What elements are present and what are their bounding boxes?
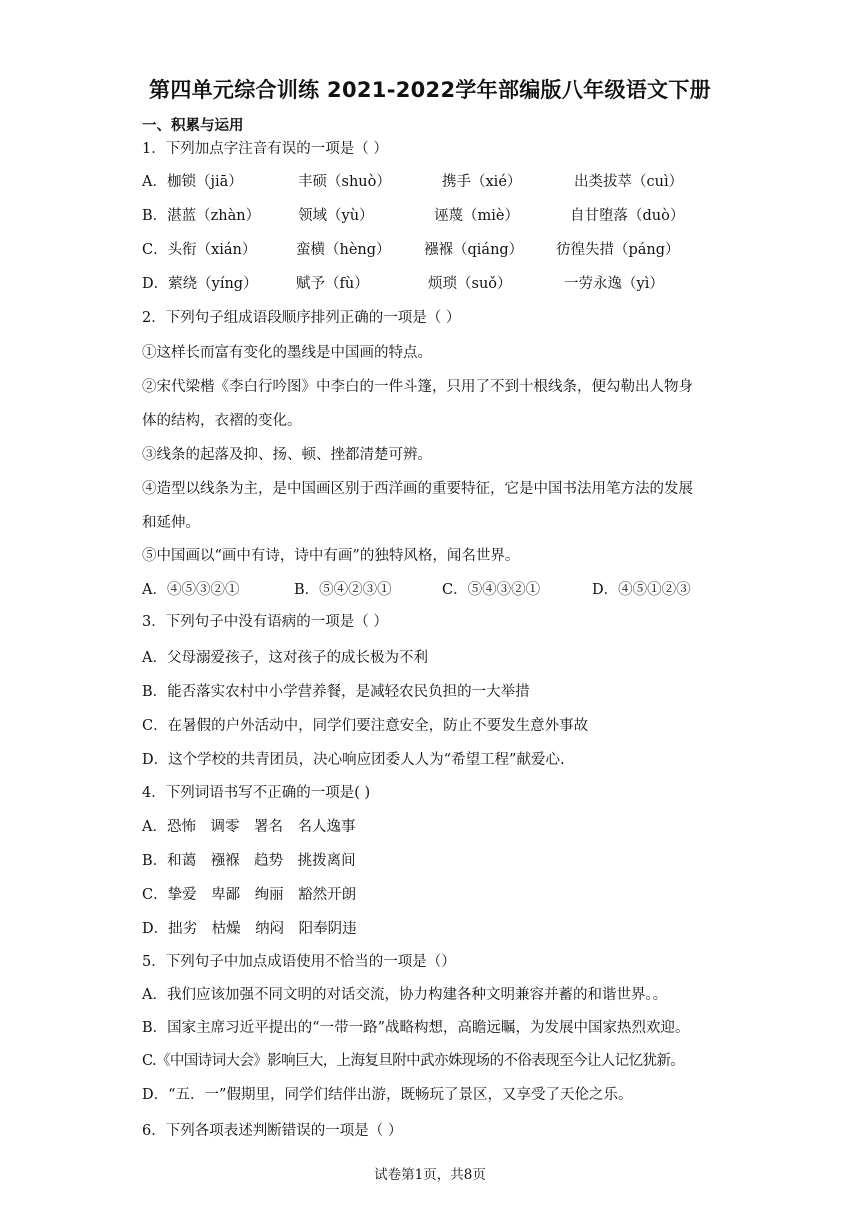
question-2-sentence: ⑤中国画以“画中有诗，诗中有画”的独特风格，闻名世界。 — [142, 548, 520, 564]
option-cell: 烦琐（suǒ） — [428, 276, 512, 292]
option-cell: A．枷锁（jiā） — [142, 174, 243, 190]
question-3-option: D．这个学校的共青团员，决心响应团委人人为“希望工程”献爱心. — [142, 752, 565, 768]
question-4-option: A．恐怖 调零 署名 名人逸事 — [142, 819, 356, 835]
question-4-option: B．和蔼 襁褓 趋势 挑拨离间 — [142, 853, 356, 869]
question-6-stem: 6．下列各项表述判断错误的一项是（ ） — [142, 1123, 403, 1139]
question-2-sentence: ①这样长而富有变化的墨线是中国画的特点。 — [142, 345, 432, 361]
page-footer: 试卷第1页，共8页 — [374, 1167, 486, 1183]
question-5-option: A．我们应该加强不同文明的对话交流，协力构建各种文明兼容并蓄的和谐世界。。 — [142, 987, 668, 1003]
question-5-option: D．“五．一”假期里，同学们结伴出游，既畅玩了景区，又享受了天伦之乐。 — [142, 1087, 633, 1103]
question-2-sentence: ②宋代梁楷《李白行吟图》中李白的一件斗篷，只用了不到十根线条，便勾勒出人物身 — [142, 379, 693, 395]
question-5-option: B．国家主席习近平提出的“一带一路”战略构想，高瞻远瞩，为发展中国家热烈欢迎。 — [142, 1020, 690, 1036]
option-cell: 丰硕（shuò） — [298, 174, 391, 190]
option-cell: D．④⑤①②③ — [592, 582, 691, 598]
option-cell: C．头衔（xián） — [142, 242, 257, 258]
option-cell: 彷徨失措（páng） — [556, 242, 680, 258]
option-cell: C．⑤④③②① — [442, 582, 541, 598]
option-cell: 诬蔑（miè） — [434, 208, 519, 224]
question-2-sentence: ④造型以线条为主，是中国画区别于西洋画的重要特征，它是中国书法用笔方法的发展 — [142, 481, 693, 497]
page-title: 第四单元综合训练 2021-2022学年部编版八年级语文下册 — [149, 78, 711, 102]
option-cell: B．湛蓝（zhàn） — [142, 208, 261, 224]
question-4-option: C．挚爱 卑鄙 绚丽 豁然开朗 — [142, 887, 357, 903]
question-2-sentence: ③线条的起落及抑、扬、顿、挫都清楚可辨。 — [142, 447, 432, 463]
option-cell: 携手（xié） — [442, 174, 522, 190]
question-2-stem: 2．下列句子组成语段顺序排列正确的一项是（ ） — [142, 310, 461, 326]
option-cell: 赋予（fù） — [296, 276, 369, 292]
option-cell: 出类拔萃（cuì） — [574, 174, 684, 190]
question-4-stem: 4．下列词语书写不正确的一项是( ) — [142, 785, 371, 801]
question-3-option: A．父母溺爱孩子，这对孩子的成长极为不利 — [142, 650, 428, 666]
option-cell: 领域（yù） — [298, 208, 374, 224]
question-5-option: C.《中国诗词大会》影响巨大，上海复旦附中武亦姝现场的不俗表现至今让人记忆犹新。 — [142, 1053, 685, 1069]
question-3-option: C．在暑假的户外活动中，同学们要注意安全，防止不要发生意外事故 — [142, 718, 589, 734]
option-cell: D．萦绕（yíng） — [142, 276, 258, 292]
option-cell: A．④⑤③②① — [142, 582, 240, 598]
option-cell: 一劳永逸（yì） — [564, 276, 664, 292]
option-cell: B．⑤④②③① — [294, 582, 392, 598]
section-heading: 一、积累与运用 — [142, 118, 244, 134]
question-4-option: D．拙劣 枯燥 纳闷 阳奉阴违 — [142, 921, 357, 937]
option-cell: 襁褓（qiáng） — [424, 242, 524, 258]
question-1-stem: 1．下列加点字注音有误的一项是（ ） — [142, 141, 388, 157]
option-cell: 蛮横（hèng） — [296, 242, 391, 258]
question-3-stem: 3．下列句子中没有语病的一项是（ ） — [142, 614, 388, 630]
question-3-option: B．能否落实农村中小学营养餐，是减轻农民负担的一大举措 — [142, 684, 530, 700]
option-cell: 自甘堕落（duò） — [570, 208, 685, 224]
question-5-stem: 5．下列句子中加点成语使用不恰当的一项是（） — [142, 954, 456, 970]
question-2-sentence: 和延伸。 — [142, 515, 200, 531]
question-2-sentence: 体的结构，衣褶的变化。 — [142, 413, 302, 429]
